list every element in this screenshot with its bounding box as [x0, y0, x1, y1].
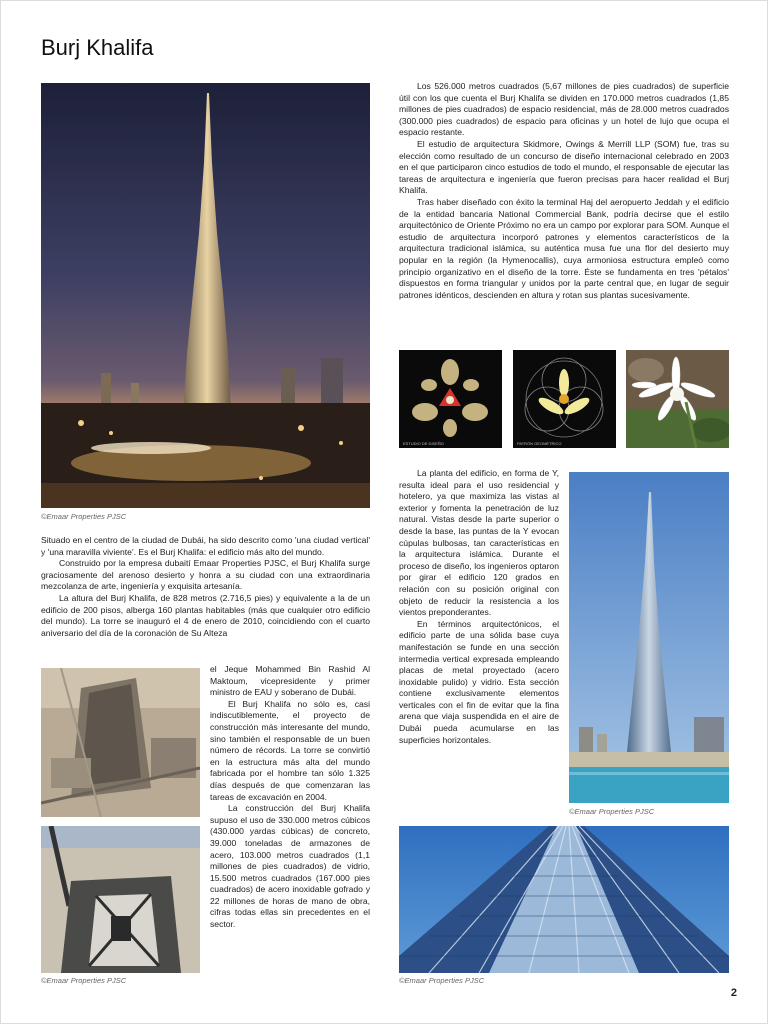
construction-spire-photo: [41, 826, 200, 973]
paragraph: Los 526.000 metros cuadrados (5,67 millones de pies cuadrados) de superficie útil con los que cuenta el Burj Khalifa se dividen en 170.000 metros cuadrados (1,85 millones de pies cuadrados) de espacio residencial, más de 28.000 metros cuadrados (300.000 pies cuadrados) de espacio para oficinas y un hotel de lujo que ocupa el espacio restante.: [399, 81, 729, 138]
facade-photo-credit: ©Emaar Properties PJSC: [399, 976, 485, 985]
burj-khalifa-night-photo: [41, 83, 370, 508]
paragraph: El estudio de arquitectura Skidmore, Owings & Merrill LLP (SOM) fue, tras su elección como resultado de un concurso de diseño internacional celebrado en 2003 en el que participaron cinco estudios de todo el mundo, el responsable de ejecutar las tareas de arquitectura e ingeniería que fueron precisas para hacer realidad el Burj Khalifa.: [399, 138, 729, 196]
hymenocallis-pattern-thumbnail: [399, 350, 502, 448]
spider-lily-photo: [626, 350, 729, 448]
left-column-text: [41, 535, 370, 639]
burj-khalifa-day-photo: [569, 472, 729, 803]
paragraph: Construido por la empresa dubaití Emaar Properties PJSC, el Burj Khalifa surge graciosamente del arenoso desierto y honra a su ciudad con una extraordinaria mezcolanza de arte, ingeniería y exquisita artesanía.: [41, 558, 370, 592]
main-photo-credit: ©Emaar Properties PJSC: [41, 512, 127, 521]
thumbnail-label: ESTUDIO DE DISEÑO: [403, 441, 444, 446]
thumbnail-label: PATRÓN GEOMÉTRICO: [517, 441, 562, 446]
construction-aerial-photo: [41, 668, 200, 817]
paragraph: La construcción del Burj Khalifa supuso el uso de 330.000 metros cúbicos (430.000 yardas cúbicas) de concreto, 39.000 toneladas de armazones de acero, 103.000 metros cuadrados (1,1 millones de pies cuadrados) de vidrio, 15.500 metros cuadrados (167.000 pies cuadrados) de acero inoxidable gofrado y 22 millones de horas de mano de obra, cifras todas ellas sin precedentes en el sector.: [210, 803, 370, 930]
paragraph: La altura del Burj Khalifa, de 828 metros (2.716,5 pies) y equivalente a la de un edificio de 200 pisos, alberga 160 plantas habitables (más que cualquier otro edificio del mundo). La torre se inauguró el 4 de enero de 2010, coincidiendo con el cuarto aniversario del día de la coronación de Su Alteza: [41, 592, 370, 638]
left-narrow-text: [210, 664, 370, 931]
facade-closeup-photo: [399, 826, 729, 973]
paragraph: En términos arquitectónicos, el edificio parte de una sólida base cuya manifestación se funde en una sección intermedia vertical expresada empleando placas de metal proyectado (acero inoxidable pulido) y vidrio. Esta sección contiene exclusivamente elementos verticales con el fin de evitar que la fina arena que viaja suspendida en el aire de Dubái pueda acumularse en las superficies horizontales.: [399, 618, 559, 745]
paragraph: el Jeque Mohammed Bin Rashid Al Maktoum, vicepresidente y primer ministro de EAU y soberano de Dubái.: [210, 664, 370, 698]
page-title: Burj Khalifa: [41, 35, 154, 60]
right-column-text: [399, 81, 729, 301]
paragraph: Situado en el centro de la ciudad de Dubái, ha sido descrito como 'una ciudad vertical' y 'una maravilla viviente'. Es el Burj Khalifa: el edificio más alto del mundo.: [41, 535, 370, 557]
page-number: 2: [730, 987, 737, 999]
right-narrow-text: [399, 468, 559, 746]
geometric-flower-thumbnail: [513, 350, 616, 448]
paragraph: La planta del edificio, en forma de Y, resulta ideal para el uso residencial y hotelero, ya que maximiza las vistas al exterior y fomenta la penetración de luz natural. Vistas desde la parte superior o desde la base, las puntas de la Y evocan cúpulas bulbosas, tan características en la arquitectura islámica. Durante el proceso de diseño, los ingenieros optaron por girar el edificio 120 grados en relación con su posición original con objeto de reducir la resistencia a los vientos preponderantes.: [399, 468, 559, 618]
paragraph: Tras haber diseñado con éxito la terminal Haj del aeropuerto Jeddah y el edificio de la entidad bancaria National Commercial Bank, podría decirse que el estilo arquitectónico de Oriente Próximo no era un campo por explorar para SOM. Aunque el estudio de arquitectura incorporó patrones y elementos característicos de la arquitectura tradicional islámica, su auténtica musa fue una flor del desierto muy popular en la región (la Hymenocallis), cuya armoniosa estructura empleó como principio organizativo en el diseño de la torre. Éste se fundamenta en tres 'pétalos' dispuestos en forma triangular y unidos por la parte central que, en lugar de seguir patrones idénticos, descienden en altura y rotan sus plantas sucesivamente.: [399, 196, 729, 300]
construction-photo-credit: ©Emaar Properties PJSC: [41, 976, 127, 985]
paragraph: El Burj Khalifa no sólo es, casi indiscutiblemente, el proyecto de construcción más interesante del mundo, sino también el responsable de un buen número de récords. La torre se convirtió en la estructura más alta del mundo fabricada por el hombre tan sólo 1.325 días después de que comenzaran las tareas de excavación en 2004.: [210, 698, 370, 802]
tower-photo-credit: ©Emaar Properties PJSC: [569, 807, 655, 816]
